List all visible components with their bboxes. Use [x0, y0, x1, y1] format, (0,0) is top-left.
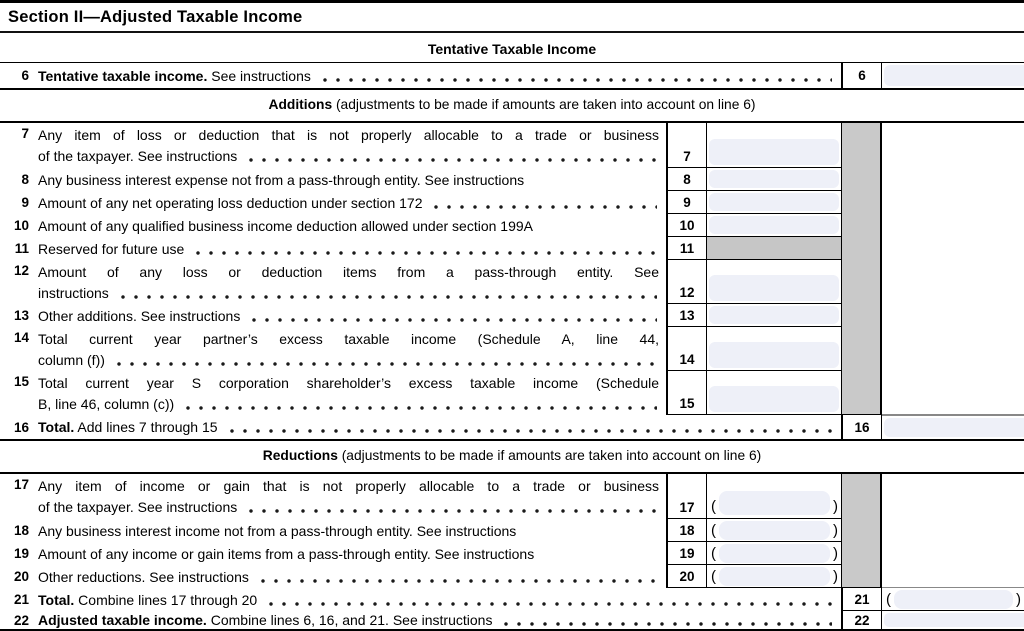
line-21-box: 21 [841, 588, 882, 611]
spacer-cell [882, 327, 1024, 371]
dot-leader [117, 362, 657, 366]
line-17-label-line2: of the taxpayer. See instructions [38, 499, 238, 515]
line-8-number: 8 [21, 172, 29, 187]
line-16-amount-cell [882, 415, 1024, 439]
close-paren: ) [833, 544, 838, 562]
dot-leader [196, 251, 657, 255]
dot-leader [186, 406, 657, 410]
line-15-label-line1: Total current year S corporation shareholder’s excess taxable income (Schedule [38, 375, 659, 391]
open-paren: ( [711, 544, 716, 562]
line-13-label: Other additions. See instructions [38, 307, 241, 324]
line-7-number: 7 [21, 126, 29, 141]
spacer-cell [882, 542, 1024, 565]
line-21-amount-cell [882, 588, 1024, 611]
line-7-amount-cell [707, 123, 842, 168]
line-10-label: Amount of any qualified business income deduction allowed under section 199A [38, 217, 533, 234]
line-6-number: 6 [21, 68, 29, 83]
line-16-number: 16 [13, 419, 29, 435]
line-18-amount-cell [707, 519, 842, 542]
line-19-box: 19 [666, 542, 707, 565]
line-10-amount-field[interactable] [709, 216, 839, 234]
line-7-box: 7 [666, 123, 707, 168]
shaded-column-cell [842, 519, 882, 542]
row-line-10 [0, 214, 1024, 237]
row-line-16 [0, 415, 1024, 441]
line-11-reserved-cell [707, 237, 842, 260]
row-line-21 [0, 588, 1024, 611]
line-20-label: Other reductions. See instructions [38, 568, 249, 585]
row-line-20 [0, 565, 1024, 588]
line-12-label-line1: Amount of any loss or deduction items from a pass-through entity. See [38, 264, 659, 280]
dot-leader [261, 579, 657, 583]
line-6-amount-field[interactable] [884, 65, 1024, 86]
line-21-number: 21 [13, 592, 29, 607]
line-9-number: 9 [21, 195, 29, 210]
close-paren: ) [833, 498, 838, 515]
line-17-box: 17 [666, 474, 707, 519]
line-13-amount-cell [707, 304, 842, 327]
line-20-number: 20 [13, 569, 29, 584]
line-22-label: Adjusted taxable income. Combine lines 6, 16, and 21. See instructions [38, 612, 493, 628]
line-22-amount-cell [882, 611, 1024, 629]
shaded-column-cell [842, 474, 882, 519]
line-22-amount-field[interactable] [884, 613, 1024, 627]
row-line-8 [0, 168, 1024, 191]
shaded-column-cell [842, 542, 882, 565]
line-11-box: 11 [666, 237, 707, 260]
spacer-cell [882, 191, 1024, 214]
open-paren: ( [711, 567, 716, 585]
line-10-box: 10 [666, 214, 707, 237]
open-paren: ( [711, 521, 716, 539]
line-20-box: 20 [666, 565, 707, 588]
row-line-18 [0, 519, 1024, 542]
line-13-number: 13 [13, 308, 29, 323]
line-14-label-line2: column (f)) [38, 352, 105, 368]
title-rule [0, 31, 1024, 33]
line-14-box: 14 [666, 327, 707, 371]
row-line-6 [0, 62, 1024, 90]
spacer-cell [882, 260, 1024, 304]
shaded-column-cell [842, 327, 882, 371]
line-8-label: Any business interest expense not from a pass-through entity. See instructions [38, 171, 525, 188]
line-14-amount-field[interactable] [709, 342, 839, 368]
line-18-box: 18 [666, 519, 707, 542]
line-12-number: 12 [13, 263, 29, 278]
line-6-label: Tentative taxable income. See instructions [38, 67, 311, 84]
line-19-amount-cell [707, 542, 842, 565]
shaded-column-cell [842, 304, 882, 327]
section-title: Section II—Adjusted Taxable Income [8, 8, 303, 26]
line-18-amount-field[interactable] [719, 521, 830, 540]
reductions-header: Reductions (adjustments to be made if amounts are taken into account on line 6) [262, 448, 762, 463]
shaded-column-cell [842, 237, 882, 260]
line-17-number: 17 [13, 477, 29, 492]
line-14-amount-cell [707, 327, 842, 371]
dot-leader [323, 78, 832, 82]
line-17-amount-field[interactable] [719, 491, 830, 515]
spacer-cell [882, 237, 1024, 260]
row-line-12 [0, 260, 1024, 304]
line-22-number: 22 [13, 612, 29, 628]
line-7-label-line2: of the taxpayer. See instructions [38, 148, 238, 164]
spacer-cell [882, 565, 1024, 588]
row-line-7 [0, 123, 1024, 168]
open-paren: ( [886, 590, 891, 608]
line-12-box: 12 [666, 260, 707, 304]
line-17-label-line1: Any item of income or gain that is not properly allocable to a trade or business [38, 478, 659, 494]
spacer-cell [882, 371, 1024, 415]
close-paren: ) [1016, 590, 1021, 608]
additions-table [0, 121, 1024, 441]
additions-header: Additions (adjustments to be made if amounts are taken into account on line 6) [268, 97, 756, 112]
line-18-number: 18 [13, 523, 29, 538]
row-line-11 [0, 237, 1024, 260]
shaded-column-cell [842, 123, 882, 168]
line-7-amount-field[interactable] [709, 139, 839, 165]
line-11-number: 11 [14, 241, 29, 256]
line-6-box: 6 [841, 63, 882, 88]
line-14-label-line1: Total current year partner’s excess taxable income (Schedule A, line 44, [38, 331, 659, 347]
line-21-amount-field[interactable] [894, 590, 1013, 609]
line-15-amount-cell [707, 371, 842, 415]
shaded-column-cell [842, 191, 882, 214]
row-line-22 [0, 611, 1024, 631]
spacer-cell [882, 304, 1024, 327]
close-paren: ) [833, 567, 838, 585]
line-8-amount-cell [707, 168, 842, 191]
shaded-column-cell [842, 371, 882, 415]
line-13-box: 13 [666, 304, 707, 327]
open-paren: ( [711, 498, 716, 515]
shaded-column-cell [842, 565, 882, 588]
dot-leader [249, 509, 657, 513]
line-15-number: 15 [13, 374, 29, 389]
line-12-label-line2: instructions [38, 285, 109, 301]
line-15-label-line2: B, line 46, column (c)) [38, 396, 175, 412]
line-10-amount-cell [707, 214, 842, 237]
row-line-17 [0, 474, 1024, 519]
line-13-amount-field[interactable] [709, 306, 839, 324]
line-8-amount-field[interactable] [709, 170, 839, 188]
dot-leader [249, 158, 657, 162]
line-8-box: 8 [666, 168, 707, 191]
spacer-cell [882, 474, 1024, 519]
dot-leader [230, 429, 832, 433]
row-line-19 [0, 542, 1024, 565]
shaded-column-cell [842, 214, 882, 237]
line-17-amount-cell [707, 474, 842, 519]
line-9-box: 9 [666, 191, 707, 214]
line-20-amount-cell [707, 565, 842, 588]
row-line-14 [0, 327, 1024, 371]
line-16-label: Total. Add lines 7 through 15 [38, 419, 218, 435]
close-paren: ) [833, 521, 838, 539]
line-21-label: Total. Combine lines 17 through 20 [38, 591, 258, 608]
line-16-box: 16 [841, 415, 882, 439]
row-line-9 [0, 191, 1024, 214]
line-15-box: 15 [666, 371, 707, 415]
line-12-amount-cell [707, 260, 842, 304]
line-7-label-line1: Any item of loss or deduction that is not properly allocable to a trade or business [38, 127, 659, 143]
line-9-amount-field[interactable] [709, 193, 839, 211]
spacer-cell [882, 168, 1024, 191]
shaded-column-cell [842, 260, 882, 304]
row-line-13 [0, 304, 1024, 327]
line-6-amount-cell [882, 63, 1024, 88]
line-10-number: 10 [13, 218, 29, 233]
line-12-amount-field[interactable] [709, 275, 839, 301]
spacer-cell [882, 214, 1024, 237]
line-19-label: Amount of any income or gain items from a pass-through entity. See instructions [38, 545, 535, 562]
row-line-15 [0, 371, 1024, 415]
line-9-amount-cell [707, 191, 842, 214]
line-22-box: 22 [841, 611, 882, 629]
spacer-cell [882, 123, 1024, 168]
dot-leader [121, 295, 657, 299]
line-14-number: 14 [13, 330, 29, 345]
line-11-label: Reserved for future use [38, 240, 185, 257]
tentative-taxable-income-header: Tentative Taxable Income [427, 41, 597, 57]
dot-leader [269, 602, 832, 606]
top-rule [0, 0, 1024, 3]
line-9-label: Amount of any net operating loss deduction under section 172 [38, 194, 423, 211]
spacer-cell [882, 519, 1024, 542]
line-15-amount-field[interactable] [709, 386, 839, 412]
line-16-amount-field[interactable] [884, 418, 1024, 437]
line-20-amount-field[interactable] [719, 567, 830, 586]
reductions-table [0, 472, 1024, 631]
dot-leader [252, 318, 657, 322]
line-19-number: 19 [13, 546, 29, 561]
dot-leader [434, 205, 657, 209]
line-18-label: Any business interest income not from a pass-through entity. See instructions [38, 522, 517, 539]
dot-leader [504, 622, 832, 626]
line-19-amount-field[interactable] [719, 544, 830, 563]
shaded-column-cell [842, 168, 882, 191]
